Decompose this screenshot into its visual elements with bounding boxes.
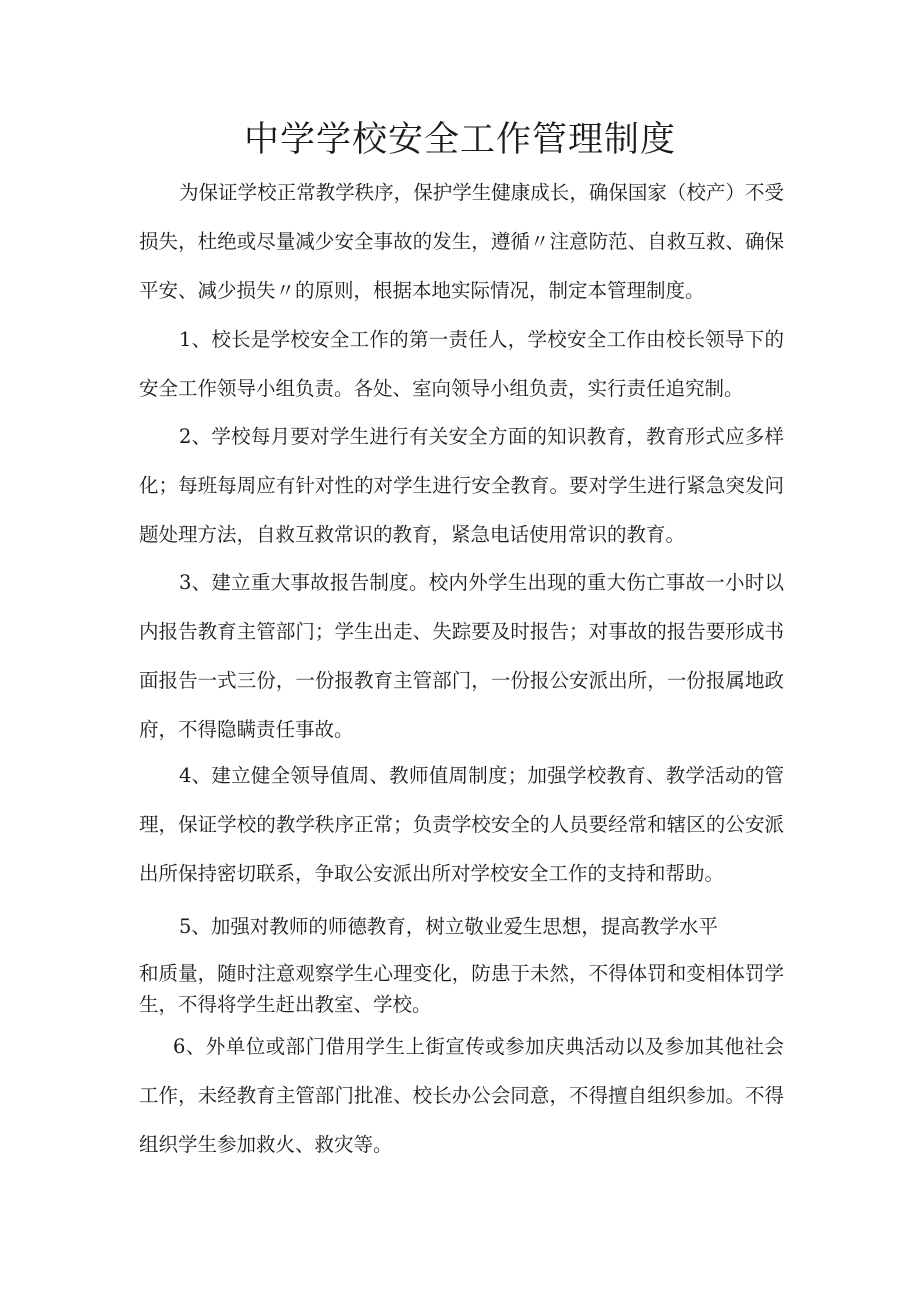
rule-5-continuation: 和质量，随时注意观察学生心理变化，防患于未然，不得体罚和变相体罚学生，不得将学生赶出教室、学校。	[139, 962, 784, 1016]
rule-4-paragraph: 4、建立健全领导值周、教师值周制度；加强学校教育、教学活动的管理，保证学校的教学秩序正常；负责学校安全的人员要经常和辖区的公安派出所保持密切联系，争取公安派出所对学校安全工作的支持和帮助。	[139, 764, 784, 885]
intro-paragraph: 为保证学校正常教学秩序，保护学生健康成长，确保国家（校产）不受损失，杜绝或尽量减少安全事故的发生，遵循〃注意防范、自救互救、确保平安、减少损失〃的原则，根据本地实际情况，制定本管理制度。	[139, 181, 784, 302]
rule-5-first-line: 5、加强对教师的师德教育，树立敬业爱生思想，提高教学水平	[179, 915, 718, 938]
rule-2-paragraph: 2、学校每月要对学生进行有关安全方面的知识教育，教育形式应多样化；每班每周应有针对性的对学生进行安全教育。要对学生进行紧急突发问题处理方法，自救互救常识的教育，紧急电话使用常识的教育。	[139, 425, 784, 546]
rule-1-paragraph: 1、校长是学校安全工作的第一责任人，学校安全工作由校长领导下的安全工作领导小组负责。各处、室向领导小组负责，实行责任追究制。	[139, 328, 784, 400]
rule-3-paragraph: 3、建立重大事故报告制度。校内外学生出现的重大伤亡事故一小时以内报告教育主管部门；学生出走、失踪要及时报告；对事故的报告要形成书面报告一式三份，一份报教育主管部门，一份报公安派出所，一份报属地政府，不得隐瞒责任事故。	[139, 571, 784, 741]
document-title: 中学学校安全工作管理制度	[243, 120, 676, 160]
rule-6-paragraph: 6、外单位或部门借用学生上街宣传或参加庆典活动以及参加其他社会工作，未经教育主管部门批准、校长办公会同意，不得擅自组织参加。不得组织学生参加救火、救灾等。	[139, 1035, 784, 1156]
